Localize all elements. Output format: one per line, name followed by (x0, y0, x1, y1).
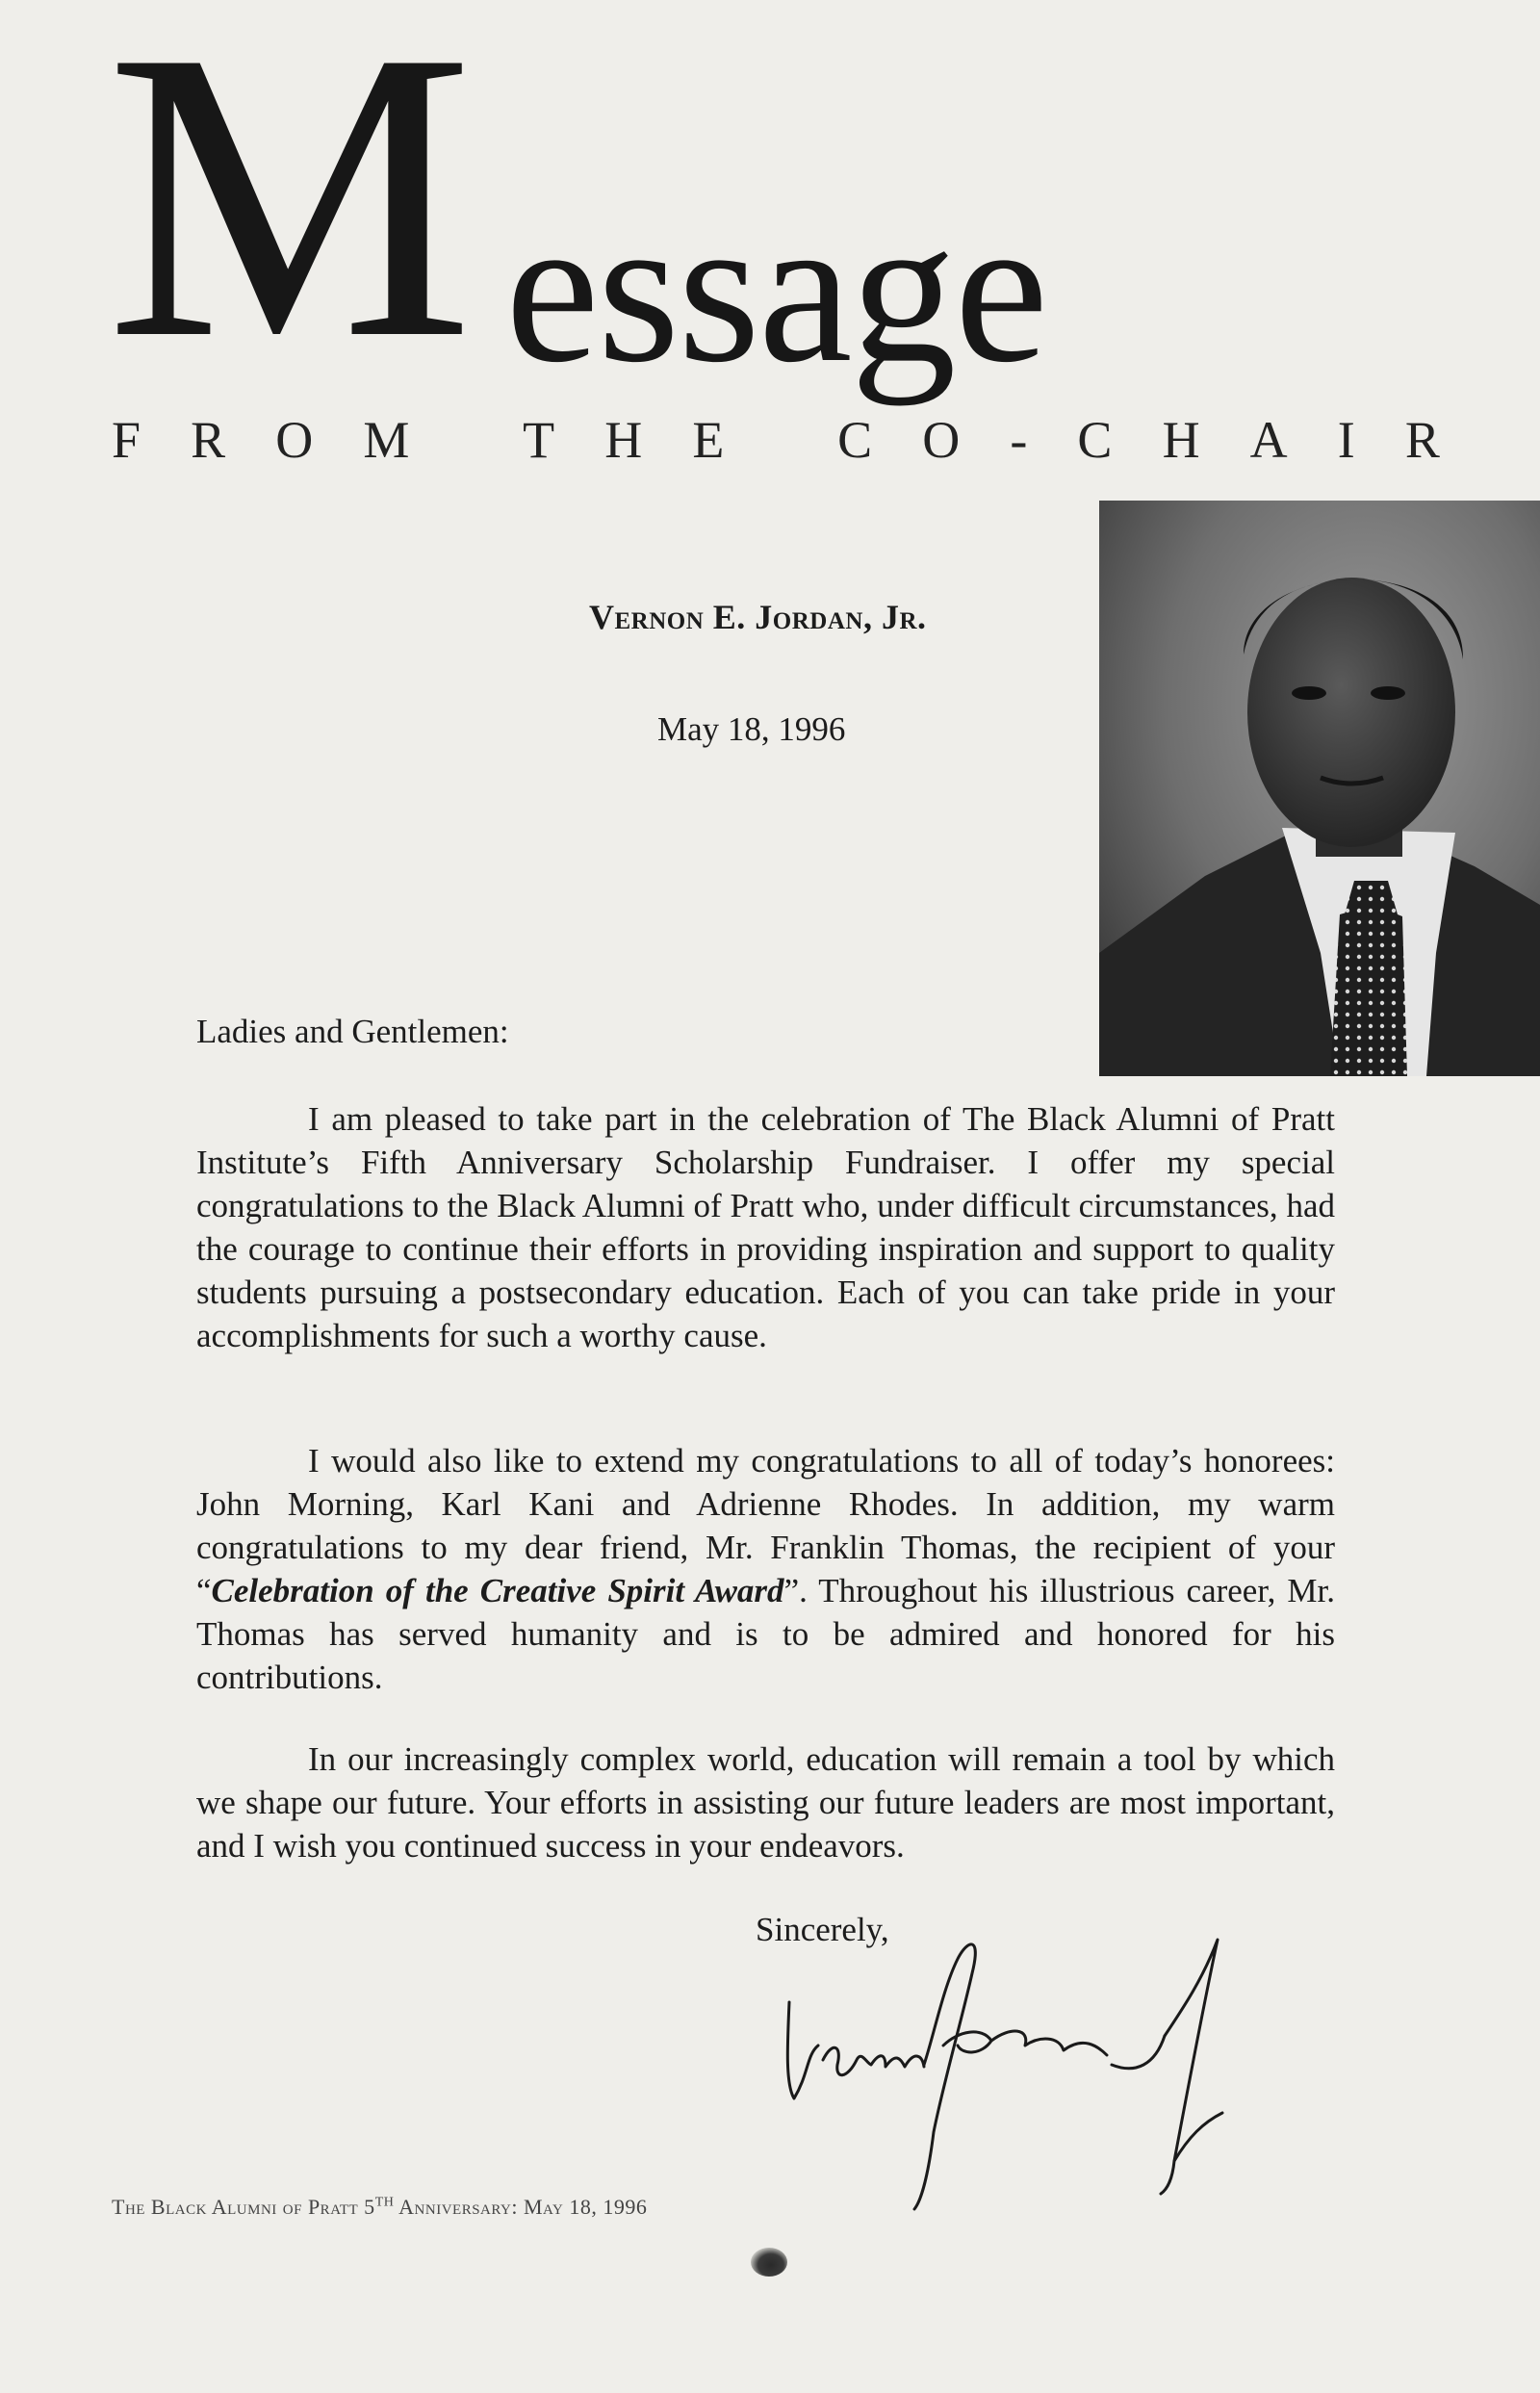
subtitle (112, 411, 1440, 469)
subtitle-letter: H (604, 411, 643, 469)
paragraph-2-text-before: I would also like to extend my congratulations to all of today’s honorees: John Morning, Karl Kani and Adrienne Rhodes. In addition, my warm congratulations to my dear friend, Mr. Franklin Thomas, the recipient of your “ (196, 1442, 1335, 1609)
subtitle-letter: O (275, 411, 314, 469)
subtitle-letter: C (837, 411, 873, 469)
paragraph-1: I am pleased to take part in the celebration of The Black Alumni of Pratt Institute’s Fifth Anniversary Scholarship Fundraiser. I offer my special congratulations to the Black Alumni of Pratt who, under difficult circumstances, had the courage to continue their efforts in providing inspiration and support to quality students pursuing a postsecondary education. Each of you can take pride in your accomplishments for such a worthy cause. (196, 1100, 1335, 1354)
subtitle-letter: I (1337, 411, 1355, 469)
subtitle-letter: M (363, 411, 410, 469)
footer-superscript: TH (374, 2195, 395, 2210)
subtitle-letter: F (112, 411, 141, 469)
award-name: Celebration of the Creative Spirit Award (211, 1572, 784, 1609)
title-rest: essage (505, 171, 1047, 406)
salutation: Ladies and Gentlemen: (196, 1013, 509, 1050)
paragraph-3: In our increasingly complex world, education will remain a tool by which we shape our future. Your efforts in assisting our future leaders are most important, and I wish you continued success in your endeavors. (196, 1740, 1335, 1865)
subtitle-word-gap (774, 414, 787, 466)
subtitle-word-gap (460, 414, 474, 466)
subtitle-letter: T (523, 411, 555, 469)
subtitle-letter: A (1249, 411, 1288, 469)
subtitle-letter: R (1404, 411, 1440, 469)
subtitle-letter: R (191, 411, 226, 469)
title-initial: M (106, 0, 469, 425)
author-name: Vernon E. Jordan, Jr. (589, 598, 927, 636)
signature (751, 1891, 1309, 2238)
subtitle-letter: C (1077, 411, 1113, 469)
letter-date: May 18, 1996 (657, 710, 846, 748)
punch-hole (751, 2248, 787, 2277)
subtitle-letter: H (1162, 411, 1200, 469)
paragraph-2 (196, 1439, 1335, 1699)
subtitle-letter: O (922, 411, 961, 469)
closing: Sincerely, (756, 1911, 889, 1948)
footer-text-after: Anniversary: May 18, 1996 (394, 2195, 648, 2219)
footer-text-before: The Black Alumni of Pratt 5 (112, 2195, 375, 2219)
footer (112, 2195, 647, 2220)
subtitle-letter: - (1010, 411, 1028, 469)
subtitle-letter: E (692, 411, 725, 469)
portrait-photo (1099, 501, 1540, 1076)
paragraph-2-text-after: ”. Throughout his illustrious career, Mr. Thomas has served humanity and is to be admired and honored for his contributions. (196, 1572, 1335, 1696)
